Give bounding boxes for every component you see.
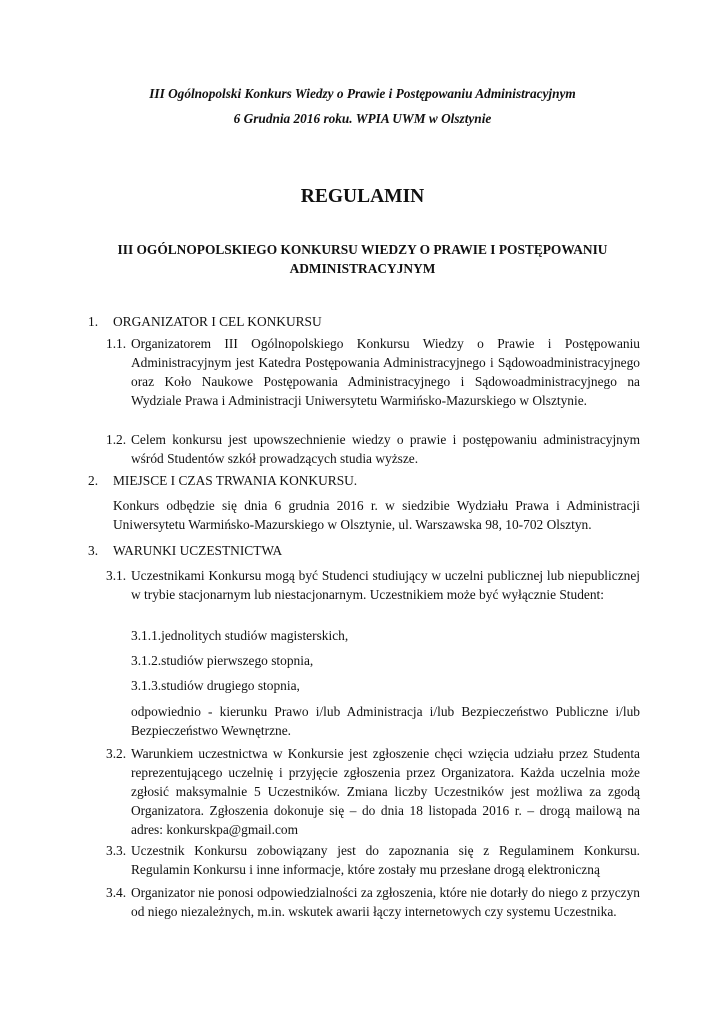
item-text: Organizatorem III Ogólnopolskiego Konkursu Wiedzy o Prawie i Postępowaniu Administracyjnym jest Katedra Postępowania Administracyjnego i Sądowoadministracyjnego oraz Koło Naukowe Postępowania Administracyjnego i Sądowoadministracyjnego na Wydziale Prawa i Administracji Uniwersytetu Warmińsko-Mazurskiego w Olsztynie. xyxy=(131,336,640,408)
document-subtitle: III OGÓLNOPOLSKIEGO KONKURSU WIEDZY O PRAWIE I POSTĘPOWANIU ADMINISTRACYJNYM xyxy=(117,242,608,276)
item-number: 3.4. xyxy=(106,885,127,900)
section-title: WARUNKI UCZESTNICTWA xyxy=(113,543,283,558)
document-title: REGULAMIN xyxy=(300,186,425,207)
header-competition-name: III Ogólnopolski Konkurs Wiedzy o Prawie i Postępowaniu Administracyjnym xyxy=(149,86,576,101)
item-number: 3.2. xyxy=(106,746,127,761)
item-number: 3.3. xyxy=(106,843,127,858)
section-number: 2. xyxy=(88,473,99,488)
section-number: 3. xyxy=(88,543,99,558)
item-number: 1.2. xyxy=(106,432,127,447)
item-number: 3.1. xyxy=(106,568,127,583)
item-text: Celem konkursu jest upowszechnienie wiedzy o prawie i postępowaniu administracyjnym wśród Studentów szkół prowadzących studia wyższe. xyxy=(131,432,640,466)
item-text: Uczestnikami Konkursu mogą być Studenci studiujący w uczelni publicznej lub niepublicznej w trybie stacjonarnym lub niestacjonarnym. Uczestnikiem może być wyłącznie Student: xyxy=(131,568,640,602)
item-text: Uczestnik Konkursu zobowiązany jest do zapoznania się z Regulaminem Konkursu. Regulamin Konkursu i inne informacje, które zostały mu przesłane drogą elektroniczną xyxy=(131,843,640,877)
section-2-paragraph: Konkurs odbędzie się dnia 6 grudnia 2016 r. w siedzibie Wydziału Prawa i Administracji Uniwersytetu Warmińsko-Mazurskiego w Olsztynie, ul. Warszawska 98, 10-702 Olsztyn. xyxy=(113,498,640,532)
item-number: 1.1. xyxy=(106,336,127,351)
item-text: Organizator nie ponosi odpowiedzialności za zgłoszenia, które nie dotarły do niego z przyczyn od niego niezależnych, m.in. wskutek awarii łączy internetowych czy systemu Uczestnika. xyxy=(131,885,640,919)
section-title: ORGANIZATOR I CEL KONKURSU xyxy=(113,314,322,329)
subitem-3-1-1: 3.1.1.jednolitych studiów magisterskich, xyxy=(131,628,349,643)
item-3-1-continuation: odpowiednio - kierunku Prawo i/lub Administracja i/lub Bezpieczeństwo Publiczne i/lub Bezpieczeństwo Wewnętrzne. xyxy=(131,704,640,738)
item-text: Warunkiem uczestnictwa w Konkursie jest zgłoszenie chęci wzięcia udziału przez Studenta reprezentującego uczelnię i przyjęcie zgłoszenia przez Organizatora. Każda uczelnia może zgłosić maksymalnie 5 Uczestników. Zmiana liczby Uczestników jest możliwa za zgodą Organizatora. Zgłoszenia dokonuje się – do dnia 18 listopada 2016 r. – drogą mailową na adres: konkurskpa@gmail.com xyxy=(131,746,640,837)
section-number: 1. xyxy=(88,314,99,329)
subitem-3-1-2: 3.1.2.studiów pierwszego stopnia, xyxy=(131,653,314,668)
section-title: MIEJSCE I CZAS TRWANIA KONKURSU. xyxy=(113,473,358,488)
subitem-3-1-3: 3.1.3.studiów drugiego stopnia, xyxy=(131,678,300,693)
header-date-place: 6 Grudnia 2016 roku. WPIA UWM w Olsztynie xyxy=(233,111,492,126)
